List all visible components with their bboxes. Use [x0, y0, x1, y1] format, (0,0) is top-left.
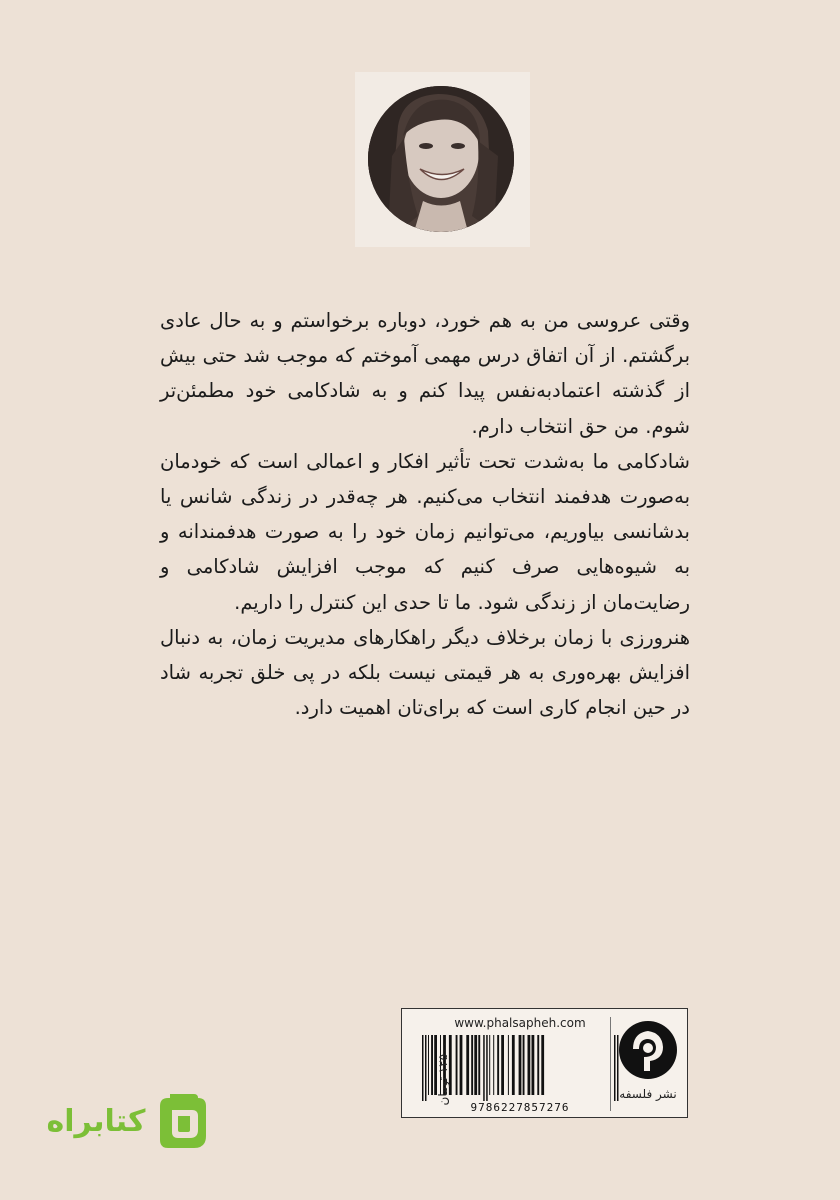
ketabrah-watermark — [40, 1092, 210, 1160]
back-cover-text — [160, 303, 690, 725]
ketabrah-logo-icon — [154, 1092, 210, 1152]
paragraph: وقتی عروسی من به هم خورد، دوباره برخواستم و به حال عادی برگشتم. از آن اتفاق درس مهمی آموختم که موجب شد حتی بیش از گذشته اعتمادبه‌نفس پیدا کنم و به شادکامی خود مطمئن‌تر شوم. من حق انتخاب دارم. — [160, 309, 690, 438]
barcode-bar — [519, 1035, 522, 1095]
barcode — [420, 1035, 620, 1101]
barcode-bar — [523, 1035, 525, 1095]
barcode-bar — [460, 1035, 463, 1095]
price-label: ۱۲۵۰۰۰ تومان — [436, 1034, 450, 1106]
barcode-bar — [532, 1035, 535, 1095]
barcode-bar — [483, 1035, 485, 1101]
barcode-bar — [486, 1035, 488, 1101]
barcode-bar — [425, 1035, 427, 1101]
barcode-bar — [428, 1035, 429, 1095]
publisher-name: نشر فلسفه — [619, 1087, 677, 1101]
isbn-number: 9786227857276 — [470, 1101, 570, 1114]
barcode-bar — [537, 1035, 539, 1095]
barcode-bar — [512, 1035, 515, 1095]
barcode-bar — [489, 1035, 490, 1095]
publisher-website: www.phalsapheh.com — [454, 1016, 586, 1030]
author-portrait — [368, 86, 514, 232]
barcode-bar — [493, 1035, 494, 1095]
barcode-bar — [474, 1035, 477, 1095]
barcode-bar — [614, 1035, 616, 1101]
paragraph: هنرورزی با زمان برخلاف دیگر راهکارهای مدیریت زمان، به دنبال افزایش بهره‌وری به هر قیمتی نیست بلکه در پی خلق تجربه شاد در حین انجام کاری است که برای‌تان اهمیت دارد. — [160, 625, 690, 720]
publisher-logo-icon — [617, 1019, 679, 1081]
barcode-bar — [497, 1035, 499, 1095]
barcode-bar — [541, 1035, 544, 1095]
barcode-bar — [501, 1035, 504, 1095]
barcode-bar — [431, 1035, 433, 1095]
paragraph: شادکامی ما به‌شدت تحت تأثیر افکار و اعمالی است که خودمان به‌صورت هدفمند انتخاب می‌کنیم. هر چه‌قدر در زندگی شانس یا بدشانسی بیاوریم، می‌توانیم زمان خود را به صورت هدفمندانه و به شیوه‌هایی صرف کنیم که موجب افزایش شادکامی و رضایت‌مان از زندگی شود. ما تا حدی این کنترل را داریم. — [160, 449, 690, 614]
author-photo-frame — [355, 72, 530, 247]
barcode-bar — [617, 1035, 619, 1101]
barcode-box — [401, 1008, 688, 1118]
barcode-bar — [466, 1035, 469, 1095]
barcode-bar — [528, 1035, 531, 1095]
barcode-bar — [456, 1035, 458, 1095]
barcode-bar — [422, 1035, 424, 1101]
barcode-bar — [478, 1035, 480, 1095]
barcode-bar — [471, 1035, 473, 1095]
barcode-bar — [508, 1035, 509, 1095]
ketabrah-label: کتابراه — [46, 1104, 146, 1139]
